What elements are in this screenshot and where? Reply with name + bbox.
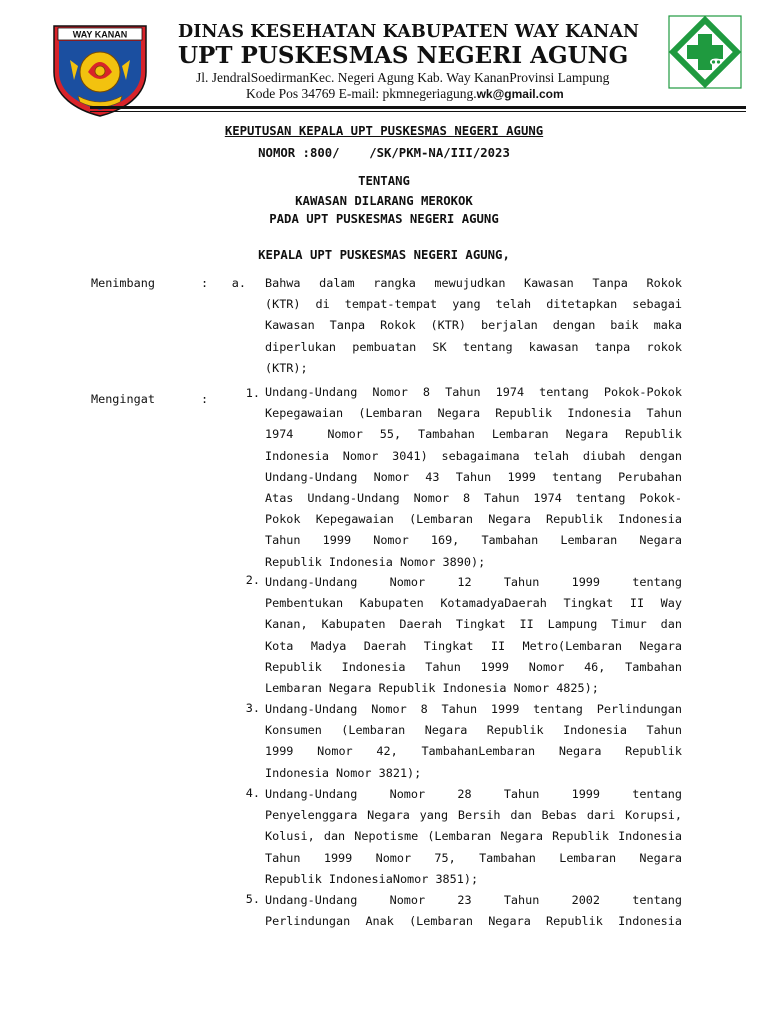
letterhead-rule-thick bbox=[90, 106, 746, 109]
decree-issuer: KEPALA UPT PUSKESMAS NEGERI AGUNG, bbox=[258, 248, 510, 262]
text-line: Undang-Undang Nomor 8 Tahun 1974 tentang Pokok-Pokok bbox=[265, 385, 682, 399]
text-line: (KTR) di tempat-tempat yang telah ditetapkan sebagai bbox=[265, 297, 682, 312]
text-line: Atas Undang-Undang Nomor 8 Tahun 1974 tentang Pokok- bbox=[265, 490, 682, 505]
text-line: Indonesia Nomor 3821); bbox=[265, 765, 422, 780]
text-line: Kota Madya Daerah Tingkat II Metro(Lembaran Negara bbox=[265, 638, 682, 653]
mengingat-item-3 bbox=[265, 699, 682, 784]
text-line: Bahwa dalam rangka mewujudkan Kawasan Tanpa Rokok bbox=[265, 276, 682, 290]
crest-banner-text: WAY KANAN bbox=[72, 29, 128, 40]
list-item-number: 4. bbox=[245, 786, 260, 800]
decree-heading: KEPUTUSAN KEPALA UPT PUSKESMAS NEGERI AGUNG bbox=[224, 124, 544, 138]
decree-subject-line-1: KAWASAN DILARANG MEROKOK bbox=[295, 194, 473, 208]
text-line: Undang-Undang Nomor 23 Tahun 2002 tentang bbox=[265, 893, 682, 907]
mengingat-label: Mengingat bbox=[91, 392, 155, 406]
text-line: Tahun 1999 Nomor 75, Tambahan Lembaran Negara bbox=[265, 850, 682, 865]
text-line: Undang-Undang Nomor 28 Tahun 1999 tentang bbox=[265, 787, 682, 801]
letterhead-address: Jl. JendralSoedirmanKec. Negeri Agung Kab. Way KananProvinsi Lampung bbox=[196, 70, 610, 85]
letterhead-unit-name: UPT PUSKESMAS NEGERI AGUNG bbox=[178, 42, 629, 69]
menimbang-label: Menimbang bbox=[91, 276, 155, 290]
decree-subject-line-2: PADA UPT PUSKESMAS NEGERI AGUNG bbox=[269, 212, 499, 226]
text-line: Undang-Undang Nomor 43 Tahun 1999 tentang Perubahan bbox=[265, 469, 682, 484]
text-line: Kawasan Tanpa Rokok (KTR) berjalan dengan baik maka bbox=[265, 318, 682, 333]
text-line: Republik Indonesia Tahun 1999 Nomor 46, Tambahan bbox=[265, 659, 682, 674]
text-line: Lembaran Negara Republik Indonesia Nomor 4825); bbox=[265, 680, 599, 695]
text-line: Undang-Undang Nomor 8 Tahun 1999 tentang Perlindungan bbox=[265, 702, 682, 716]
text-line: Penyelenggara Negara yang Bersih dan Bebas dari Korupsi, bbox=[265, 808, 682, 823]
text-line: 1974 Nomor 55, Tambahan Lembaran Negara Republik bbox=[265, 427, 682, 442]
text-line: Perlindungan Anak (Lembaran Negara Republik Indonesia bbox=[265, 914, 682, 929]
letterhead-contact bbox=[246, 86, 564, 102]
text-line: Pembentukan Kabupaten KotamadyaDaerah Tingkat II Way bbox=[265, 596, 682, 611]
letterhead-rule-thin bbox=[90, 111, 746, 112]
decree-number: NOMOR :800/ /SK/PKM-NA/III/2023 bbox=[258, 146, 510, 160]
text-line: Pokok Kepegawaian (Lembaran Negara Republik Indonesia bbox=[265, 512, 682, 527]
text-line: diperlukan pembuatan SK tentang kawasan tanpa rokok bbox=[265, 339, 682, 354]
letterhead-email-domain: wk@gmail.com bbox=[476, 87, 564, 101]
list-item-number: 3. bbox=[245, 701, 260, 715]
letterhead-office-name: DINAS KESEHATAN KABUPATEN WAY KANAN bbox=[178, 22, 640, 42]
text-line: Konsumen (Lembaran Negara Republik Indonesia Tahun bbox=[265, 723, 682, 738]
way-kanan-crest-logo bbox=[48, 22, 152, 118]
letterhead-postal-email: Kode Pos 34769 E-mail: pkmnegeriagung. bbox=[246, 86, 477, 101]
text-line: Kepegawaian (Lembaran Negara Republik Indonesia Tahun bbox=[265, 406, 682, 421]
text-line: Republik Indonesia Nomor 3890); bbox=[265, 554, 486, 569]
text-line: Republik IndonesiaNomor 3851); bbox=[265, 871, 479, 886]
text-line: Kanan, Kabupaten Daerah Tingkat II Lampung Timur dan bbox=[265, 617, 682, 632]
menimbang-marker: a. bbox=[231, 276, 246, 290]
text-line: (KTR); bbox=[265, 360, 308, 375]
menimbang-colon: : bbox=[201, 276, 209, 290]
mengingat-item-2 bbox=[265, 572, 682, 699]
text-line: Kolusi, dan Nepotisme (Lembaran Negara Republik Indonesia bbox=[265, 829, 682, 844]
text-line: Undang-Undang Nomor 12 Tahun 1999 tentang bbox=[265, 575, 682, 589]
mengingat-item-4 bbox=[265, 784, 682, 890]
list-item-number: 2. bbox=[245, 573, 260, 587]
list-item-number: 1. bbox=[245, 386, 260, 400]
list-item-number: 5. bbox=[245, 892, 260, 906]
mengingat-colon: : bbox=[201, 392, 209, 406]
menimbang-paragraph bbox=[265, 273, 682, 379]
text-line: Tahun 1999 Nomor 169, Tambahan Lembaran Negara bbox=[265, 533, 682, 548]
mengingat-item-1 bbox=[265, 382, 682, 573]
mengingat-item-5 bbox=[265, 890, 682, 932]
text-line: 1999 Nomor 42, TambahanLembaran Negara Republik bbox=[265, 744, 682, 759]
puskesmas-logo bbox=[667, 14, 743, 90]
decree-about: TENTANG bbox=[358, 174, 410, 188]
text-line: Indonesia Nomor 3041) sebagaimana telah diubah dengan bbox=[265, 448, 682, 463]
